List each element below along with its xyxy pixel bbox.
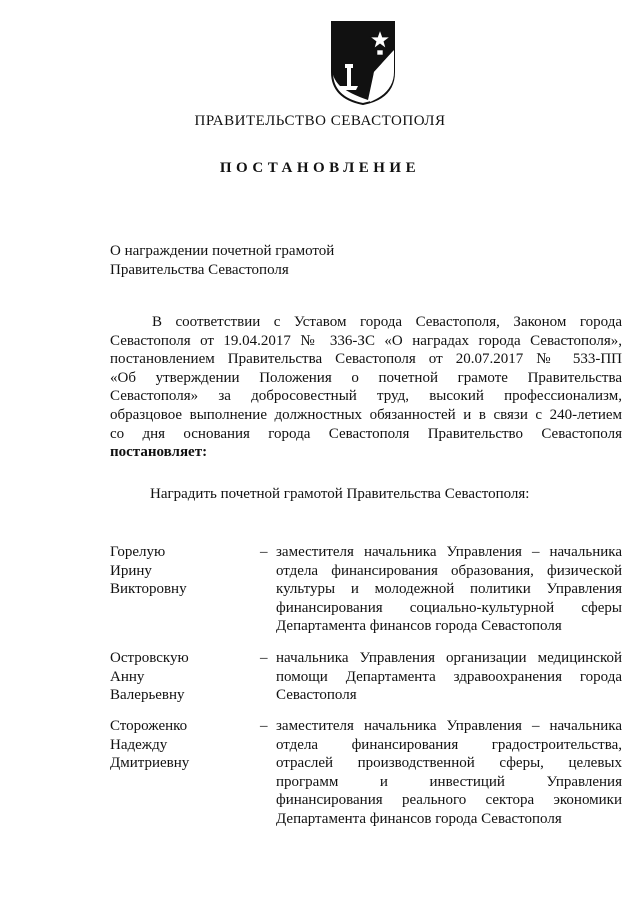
recipient-patronymic: Дмитриевну (110, 755, 190, 772)
recipient-surname: Горелую (110, 544, 166, 560)
award-statement: Наградить почетной грамотой Правительства Севастополя: (150, 486, 530, 502)
position-line: заместителя начальника Управления – начальника (276, 718, 622, 734)
position-line: финансирования реального сектора экономики (276, 792, 622, 809)
preamble-line: В соответствии с Уставом города Севастополя, Законом города (152, 314, 622, 330)
recipient-position (276, 543, 622, 636)
recipient-first-name: Ирину (110, 562, 152, 579)
position-line: программ и инвестиций Управления (276, 773, 622, 790)
recipient-name (110, 717, 250, 773)
recipient-name (110, 649, 250, 705)
dash-separator: – (260, 544, 268, 560)
recipient-surname: Стороженко (110, 718, 188, 734)
subject-line: Правительства Севастополя (110, 262, 289, 278)
subject-line: О награждении почетной грамотой (110, 243, 335, 259)
position-line: отдела финансирования образования, физической (276, 562, 622, 579)
dash-separator: – (260, 718, 268, 734)
preamble-line: со дня основания города Севастополя Правительство Севастополя (110, 425, 622, 442)
recipient-name (110, 543, 250, 599)
position-line: культуры и молодежной политики Управления (276, 581, 622, 598)
dash-separator: – (260, 650, 268, 666)
preamble-line: Севастополя от 19.04.2017 № 336-ЗС «О наградах города Севастополя», (110, 332, 622, 349)
position-line: Севастополя (276, 687, 357, 704)
position-line: помощи Департамента здравоохранения города (276, 668, 622, 685)
position-line: отдела финансирования градостроительства, (276, 736, 622, 753)
recipient-patronymic: Викторовну (110, 581, 187, 598)
preamble-paragraph (110, 313, 622, 462)
recipient-position (276, 649, 622, 705)
preamble-line: постановлением Правительства Севастополя от 20.07.2017 № 533-ПП (110, 351, 622, 368)
position-line: Департамента финансов города Севастополя (276, 810, 562, 827)
position-line: Департамента финансов города Севастополя (276, 618, 562, 635)
coat-of-arms-icon (330, 20, 396, 106)
recipient-first-name: Надежду (110, 736, 168, 753)
preamble-line: Севастополя» за добросовестный труд, высокий профессионализм, (110, 388, 622, 405)
recipient-patronymic: Валерьевну (110, 687, 185, 704)
position-line: финансирования социально-культурной сферы (276, 599, 622, 616)
position-line: отраслей производственной сферы, целевых (276, 755, 622, 772)
preamble-line: образцовое выполнение должностных обязанностей и в связи с 240-летием (110, 406, 622, 423)
resolves-word: постановляет: (110, 444, 208, 461)
preamble-line (110, 443, 622, 462)
organization-title: ПРАВИТЕЛЬСТВО СЕВАСТОПОЛЯ (194, 113, 446, 129)
preamble-line: «Об утверждении Положения о почетной грамоте Правительства (110, 369, 622, 386)
recipient-surname: Островскую (110, 650, 189, 666)
document-subject (110, 242, 410, 280)
position-line: заместителя начальника Управления – начальника (276, 544, 622, 560)
document-type-title: ПОСТАНОВЛЕНИЕ (219, 160, 421, 176)
recipient-position (276, 717, 622, 829)
position-line: начальника Управления организации медицинской (276, 650, 622, 666)
recipient-first-name: Анну (110, 668, 145, 685)
